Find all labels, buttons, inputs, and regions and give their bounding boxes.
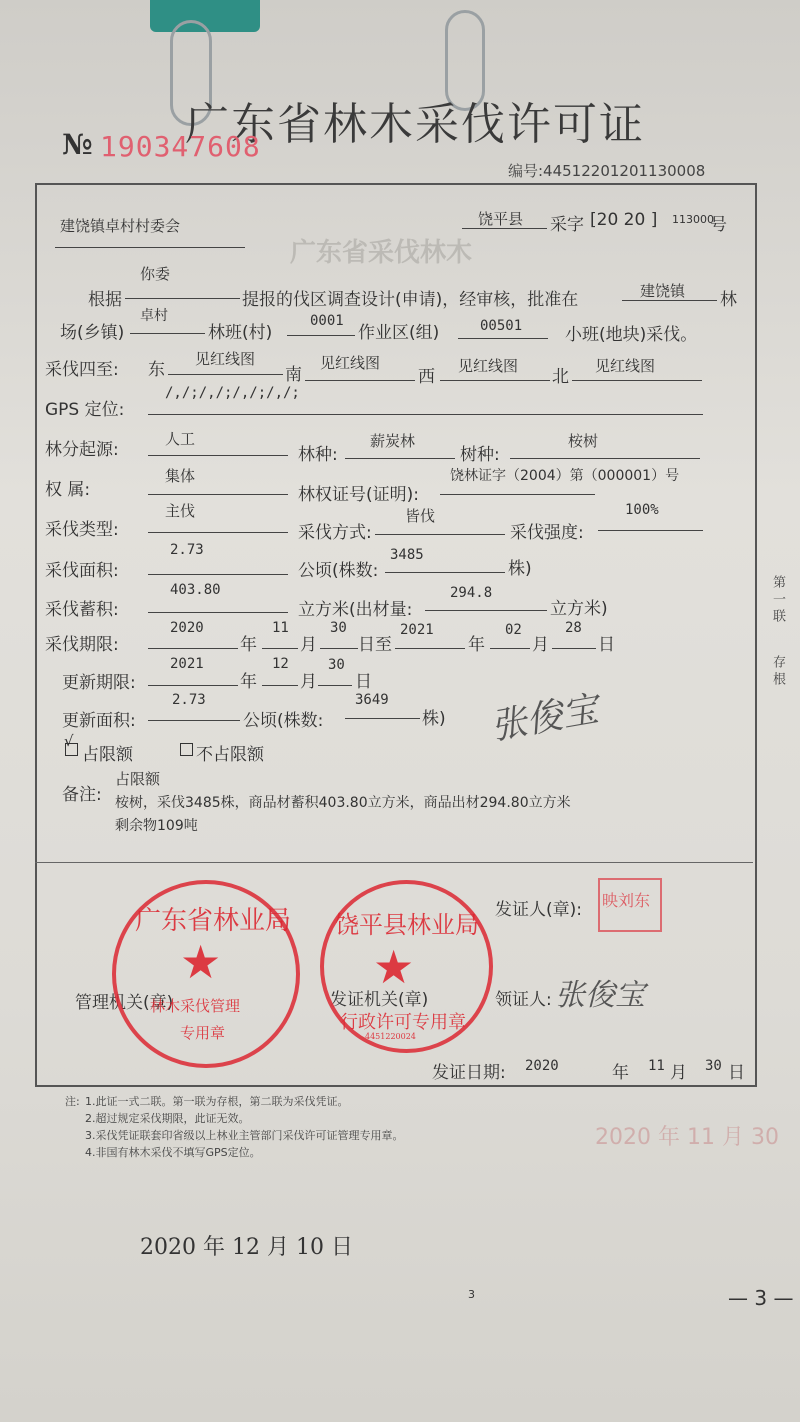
permit-no: 113000 bbox=[672, 213, 714, 226]
line2-l4: 小班(地块)采伐。 bbox=[565, 325, 698, 345]
cut-type: 主伐 bbox=[165, 502, 196, 520]
renew-area-label: 更新面积: bbox=[62, 711, 136, 731]
area-unit: 公顷(株数: bbox=[298, 561, 379, 581]
line2-village-ul bbox=[130, 333, 205, 334]
serial-prefix: № bbox=[62, 128, 93, 161]
issue-month: 11 bbox=[648, 1058, 665, 1074]
issue-ri: 日 bbox=[728, 1063, 745, 1083]
period-d1-ul bbox=[320, 648, 358, 649]
stamp-provincial-center1: 林木采伐管理 bbox=[150, 997, 241, 1015]
renew-d: 30 bbox=[328, 657, 345, 673]
volume-value: 403.80 bbox=[170, 582, 221, 598]
ghost-header: 广东省采伐林木 bbox=[290, 238, 473, 268]
boundary-east-ul bbox=[168, 374, 283, 375]
line2-l2: 林班(村) bbox=[208, 323, 273, 343]
ghost-right-date: 2020 年 11 月 30 bbox=[595, 1125, 779, 1150]
note-1: 1.此证一式二联。第一联为存根，第二联为采伐凭证。 bbox=[85, 1095, 349, 1108]
period-yue1: 月 bbox=[300, 635, 317, 655]
ownership-ul bbox=[148, 494, 288, 495]
origin-label: 林分起源: bbox=[45, 440, 119, 460]
permit-year: [20 20 ] bbox=[590, 210, 658, 230]
issue-org-label: 发证机关(章) bbox=[330, 990, 429, 1010]
boundary-east-label: 东 bbox=[148, 360, 165, 380]
renew-y-ul bbox=[148, 685, 238, 686]
gps-value: /,/;/,/;/,/;/,/; bbox=[165, 385, 300, 401]
permit-no-suffix: 号 bbox=[710, 215, 727, 235]
quota-opt2: 不占限额 bbox=[196, 745, 264, 765]
species-label: 树种: bbox=[460, 445, 500, 465]
mgmt-label: 管理机关(章) bbox=[75, 993, 174, 1013]
volume-unit: 立方米(出材量: bbox=[298, 600, 413, 620]
period-y1: 2020 bbox=[170, 620, 204, 636]
issue-date-label: 发证日期: bbox=[432, 1063, 506, 1083]
receiver-signature: 张俊宝 bbox=[555, 978, 645, 1013]
star-icon: ★ bbox=[180, 935, 222, 989]
star-icon: ★ bbox=[373, 940, 415, 994]
ownership-value: 集体 bbox=[165, 467, 196, 485]
cert-ul bbox=[440, 494, 595, 495]
renew-area-ul bbox=[148, 720, 240, 721]
remark-line3: 剩余物109吨 bbox=[115, 818, 198, 834]
serial-number: 190347608 bbox=[100, 130, 261, 163]
cut-type-label: 采伐类型: bbox=[45, 520, 119, 540]
line2-l1: 场(乡镇) bbox=[60, 323, 125, 343]
ownership-label: 权 属: bbox=[45, 480, 91, 500]
permit-word: 采字 bbox=[550, 215, 584, 235]
period-nian2: 年 bbox=[468, 635, 485, 655]
notes-label: 注: bbox=[65, 1095, 80, 1108]
period-d2: 28 bbox=[565, 620, 582, 636]
renew-ri: 日 bbox=[355, 672, 372, 692]
forest-type-label: 林种: bbox=[298, 445, 338, 465]
note-3: 3.采伐凭证联套印省级以上林业主管部门采伐许可证管理专用章。 bbox=[85, 1129, 404, 1142]
quota-check-mark: √ bbox=[64, 732, 74, 750]
renew-m: 12 bbox=[272, 656, 289, 672]
period-to: 日至 bbox=[358, 635, 392, 655]
period-d1: 30 bbox=[330, 620, 347, 636]
note-2: 2.超过规定采伐期限，此证无效。 bbox=[85, 1112, 250, 1125]
line1-place-ul bbox=[622, 300, 717, 301]
species: 桉树 bbox=[568, 432, 599, 450]
period-m2-ul bbox=[490, 648, 530, 649]
renew-nian: 年 bbox=[240, 672, 257, 692]
no-quota-checkbox[interactable] bbox=[180, 743, 193, 756]
boundary-south-ul bbox=[305, 380, 415, 381]
period-y1-ul bbox=[148, 648, 238, 649]
page-number-dashes: — 3 — bbox=[728, 1286, 794, 1310]
gps-label: GPS 定位: bbox=[45, 400, 125, 420]
cut-intensity-ul bbox=[598, 530, 703, 531]
boundary-label: 采伐四至: bbox=[45, 360, 119, 380]
page-number: 3 bbox=[468, 1288, 475, 1301]
receiver-label: 领证人: bbox=[495, 990, 552, 1010]
boundary-north-ul bbox=[572, 380, 702, 381]
line1-suffix: 林 bbox=[720, 290, 737, 310]
issue-year: 2020 bbox=[525, 1058, 559, 1074]
area-ul bbox=[148, 574, 288, 575]
permit-code: 编号:44512201201130008 bbox=[508, 162, 706, 180]
boundary-west-ul bbox=[440, 380, 550, 381]
origin-value: 人工 bbox=[165, 430, 196, 448]
line1-source: 你委 bbox=[140, 265, 171, 283]
issuer-seal-text: 映刘东 bbox=[602, 891, 651, 910]
line2-area: 00501 bbox=[480, 318, 523, 334]
area-count-ul bbox=[385, 572, 505, 573]
line2-ban: 0001 bbox=[310, 313, 344, 329]
gps-ul bbox=[148, 414, 703, 415]
issue-yue: 月 bbox=[670, 1063, 687, 1083]
line2-ban-ul bbox=[287, 335, 355, 336]
area-count-unit: 株) bbox=[508, 559, 532, 579]
side-stub-2: 存根 bbox=[770, 655, 785, 689]
renew-area-count-unit: 株) bbox=[422, 709, 446, 729]
volume-label: 采伐蓄积: bbox=[45, 600, 119, 620]
cert-value: 饶林证字（2004）第（000001）号 bbox=[450, 468, 680, 484]
stamp-county-number: 4451220024 bbox=[365, 1032, 416, 1041]
renew-m-ul bbox=[262, 685, 298, 686]
renew-area-count: 3649 bbox=[355, 692, 389, 708]
unit-underline bbox=[55, 247, 245, 248]
county-name: 饶平县 bbox=[478, 210, 524, 228]
line2-l3: 作业区(组) bbox=[358, 323, 440, 343]
forest-type-ul bbox=[345, 458, 455, 459]
renew-d-ul bbox=[318, 685, 352, 686]
cut-method-ul bbox=[375, 534, 505, 535]
line1-middle: 提报的伐区调查设计(申请)，经审核，批准在 bbox=[242, 290, 579, 310]
stamp-provincial-ring: 广东省林业局 bbox=[135, 906, 292, 936]
renew-yue: 月 bbox=[300, 672, 317, 692]
volume-output-unit: 立方米) bbox=[550, 599, 608, 619]
line1-source-ul bbox=[125, 298, 240, 299]
county-underline bbox=[462, 228, 547, 229]
species-ul bbox=[510, 458, 700, 459]
cut-method: 皆伐 bbox=[405, 507, 436, 525]
period-y2-ul bbox=[395, 648, 465, 649]
forest-type: 薪炭林 bbox=[370, 432, 416, 450]
period-yue2: 月 bbox=[532, 635, 549, 655]
cert-label: 林权证号(证明): bbox=[298, 485, 419, 505]
period-y2: 2021 bbox=[400, 622, 434, 638]
volume-ul bbox=[148, 612, 288, 613]
area-value: 2.73 bbox=[170, 542, 204, 558]
handwritten-date: 2020 年 12 月 10 日 bbox=[140, 1235, 353, 1260]
cut-method-label: 采伐方式: bbox=[298, 523, 372, 543]
signature-middle: 张俊宝 bbox=[487, 688, 602, 749]
volume-output: 294.8 bbox=[450, 585, 493, 601]
renew-period-label: 更新期限: bbox=[62, 673, 136, 693]
area-label: 采伐面积: bbox=[45, 561, 119, 581]
renew-y: 2021 bbox=[170, 656, 204, 672]
boundary-south: 见红线图 bbox=[320, 354, 381, 372]
remark-line1: 占限额 bbox=[115, 770, 161, 788]
period-label: 采伐期限: bbox=[45, 635, 119, 655]
period-m1: 11 bbox=[272, 620, 289, 636]
remark-label: 备注: bbox=[62, 785, 102, 805]
renew-area-value: 2.73 bbox=[172, 692, 206, 708]
renew-area-count-ul bbox=[345, 718, 420, 719]
boundary-south-label: 南 bbox=[285, 365, 302, 385]
area-count: 3485 bbox=[390, 547, 424, 563]
boundary-north-label: 北 bbox=[552, 367, 569, 387]
line1-prefix: 根据 bbox=[88, 290, 122, 310]
line2-area-ul bbox=[458, 338, 548, 339]
remark-line2: 桉树，采伐3485株，商品材蓄积403.80立方米，商品出材294.80立方米 bbox=[115, 795, 571, 811]
issuer-label: 发证人(章): bbox=[495, 900, 582, 920]
origin-ul bbox=[148, 455, 288, 456]
side-stub-1: 第一联 bbox=[770, 575, 785, 626]
page-title: 广东省林木采伐许可证 bbox=[185, 99, 645, 150]
issue-nian: 年 bbox=[612, 1063, 629, 1083]
boundary-north: 见红线图 bbox=[595, 357, 656, 375]
period-d2-ul bbox=[552, 648, 596, 649]
cut-intensity: 100% bbox=[625, 502, 659, 518]
volume-output-ul bbox=[425, 610, 547, 611]
boundary-west-label: 西 bbox=[418, 367, 435, 387]
issue-day: 30 bbox=[705, 1058, 722, 1074]
line1-place: 建饶镇 bbox=[640, 282, 686, 300]
note-4: 4.非国有林木采伐不填写GPS定位。 bbox=[85, 1146, 261, 1159]
renew-area-unit: 公顷(株数: bbox=[243, 711, 324, 731]
period-m1-ul bbox=[262, 648, 298, 649]
divider-remark bbox=[35, 862, 753, 863]
line2-village: 卓村 bbox=[140, 308, 168, 324]
period-ri2: 日 bbox=[598, 635, 615, 655]
period-nian1: 年 bbox=[240, 635, 257, 655]
cut-type-ul bbox=[148, 532, 288, 533]
boundary-west: 见红线图 bbox=[458, 357, 519, 375]
stamp-county-center: 行政许可专用章 bbox=[340, 1012, 466, 1033]
unit-name: 建饶镇卓村村委会 bbox=[60, 217, 181, 235]
quota-opt1: 占限额 bbox=[82, 745, 133, 765]
stamp-county-ring: 饶平县林业局 bbox=[335, 911, 479, 939]
stamp-provincial-center2: 专用章 bbox=[180, 1024, 226, 1042]
cut-intensity-label: 采伐强度: bbox=[510, 523, 584, 543]
boundary-east: 见红线图 bbox=[195, 350, 256, 368]
period-m2: 02 bbox=[505, 622, 522, 638]
